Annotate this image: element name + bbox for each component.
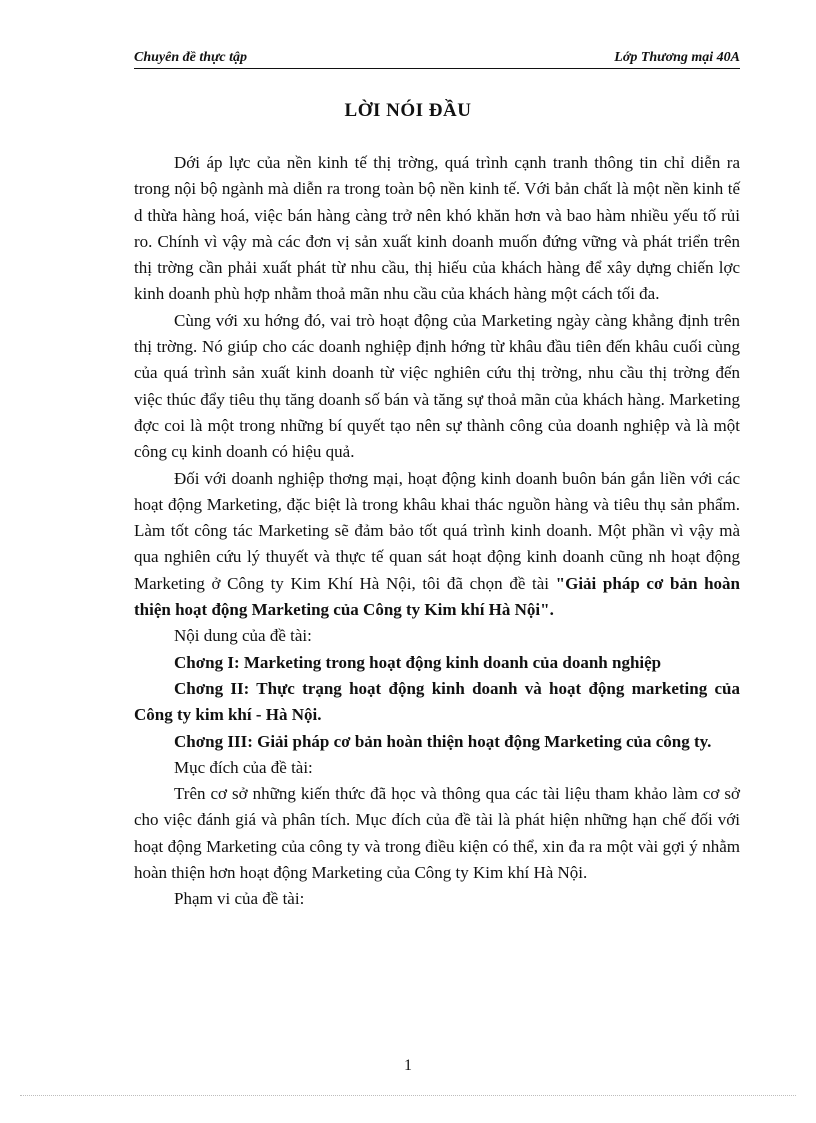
paragraph-3 bbox=[134, 466, 740, 624]
header-right-text: Lớp Thương mại 40A bbox=[614, 50, 740, 65]
paragraph-3-text: Đối với doanh nghiệp thơng mại, hoạt động kinh doanh buôn bán gắn liền với các hoạt động Marketing, đặc biệt là trong khâu khai thác nguồn hàng và tiêu thụ sản phẩm. Làm tốt công tác Marketing sẽ đảm bảo tốt quá trình kinh doanh. Một phần vì vậy mà qua nghiên cứu lý thuyết và thực tế quan sát hoạt động kinh doanh cũng nh hoạt động Marketing ở Công ty Kim Khí Hà Nội, tôi đã chọn đề tài bbox=[134, 468, 740, 593]
topic-title: "Giải pháp cơ bản hoàn thiện hoạt động Marketing của Công ty Kim khí Hà Nội". bbox=[134, 573, 740, 620]
document-title: LỜI NÓI ĐẦU bbox=[344, 100, 472, 121]
page-number: 1 bbox=[404, 1057, 412, 1074]
content-label: Nội dung của đề tài: bbox=[174, 626, 312, 646]
page-header bbox=[134, 50, 740, 69]
chapter-3: Chơng III: Giải pháp cơ bản hoàn thiện hoạt động Marketing của công ty. bbox=[174, 731, 712, 751]
paragraph-1: Dới áp lực của nền kinh tế thị trờng, quá trình cạnh tranh thông tin chỉ diễn ra trong nội bộ ngành mà diễn ra trong toàn bộ nền kinh tế. Với bản chất là một nền kinh tế d thừa hàng hoá, việc bán hàng càng trở nên khó khăn hơn và bao hàm nhiều yếu tố rủi ro. Chính vì vậy mà các đơn vị sản xuất kinh doanh muốn đứng vững và phát triển trên thị trờng cần phải xuất phát từ nhu cầu, thị hiếu của khách hàng để xây dựng chiến lợc kinh doanh phù hợp nhằm thoả mãn nhu cầu của khách hàng một cách tối đa. bbox=[134, 153, 740, 304]
paragraph-2: Cùng với xu hớng đó, vai trò hoạt động của Marketing ngày càng khẳng định trên thị trờng. Nó giúp cho các doanh nghiệp định hớng từ khâu đầu tiên đến khâu cuối cùng của quá trình sản xuất kinh doanh từ việc nghiên cứu thị trờng, nhu cầu thị trờng đến việc thúc đẩy tiêu thụ tăng doanh số bán và tăng sự thoả mãn của khách hàng. Marketing đợc coi là một trong những bí quyết tạo nên sự thành công của doanh nghiệp và là một công cụ kinh doanh có hiệu quả. bbox=[134, 310, 740, 462]
document-body bbox=[134, 150, 740, 913]
chapter-2: Chơng II: Thực trạng hoạt động kinh doanh và hoạt động marketing của Công ty kim khí - Hà Nội. bbox=[134, 678, 740, 725]
purpose-label: Mục đích của đề tài: bbox=[174, 757, 313, 777]
chapter-1: Chơng I: Marketing trong hoạt động kinh doanh của doanh nghiệp bbox=[174, 652, 662, 672]
purpose-paragraph: Trên cơ sở những kiến thức đã học và thông qua các tài liệu tham khảo làm cơ sở cho việc đánh giá và phân tích. Mục đích của đề tài là phát hiện những hạn chế đối với hoạt động Marketing của công ty và trong điều kiện có thể, xin đa ra một vài gợi ý nhằm hoàn thiện hơn hoạt động Marketing của Công ty Kim khí Hà Nội. bbox=[134, 784, 740, 883]
scope-label: Phạm vi của đề tài: bbox=[174, 889, 305, 909]
header-left-text: Chuyên đề thực tập bbox=[134, 50, 248, 65]
page-bottom-divider bbox=[20, 1095, 796, 1096]
